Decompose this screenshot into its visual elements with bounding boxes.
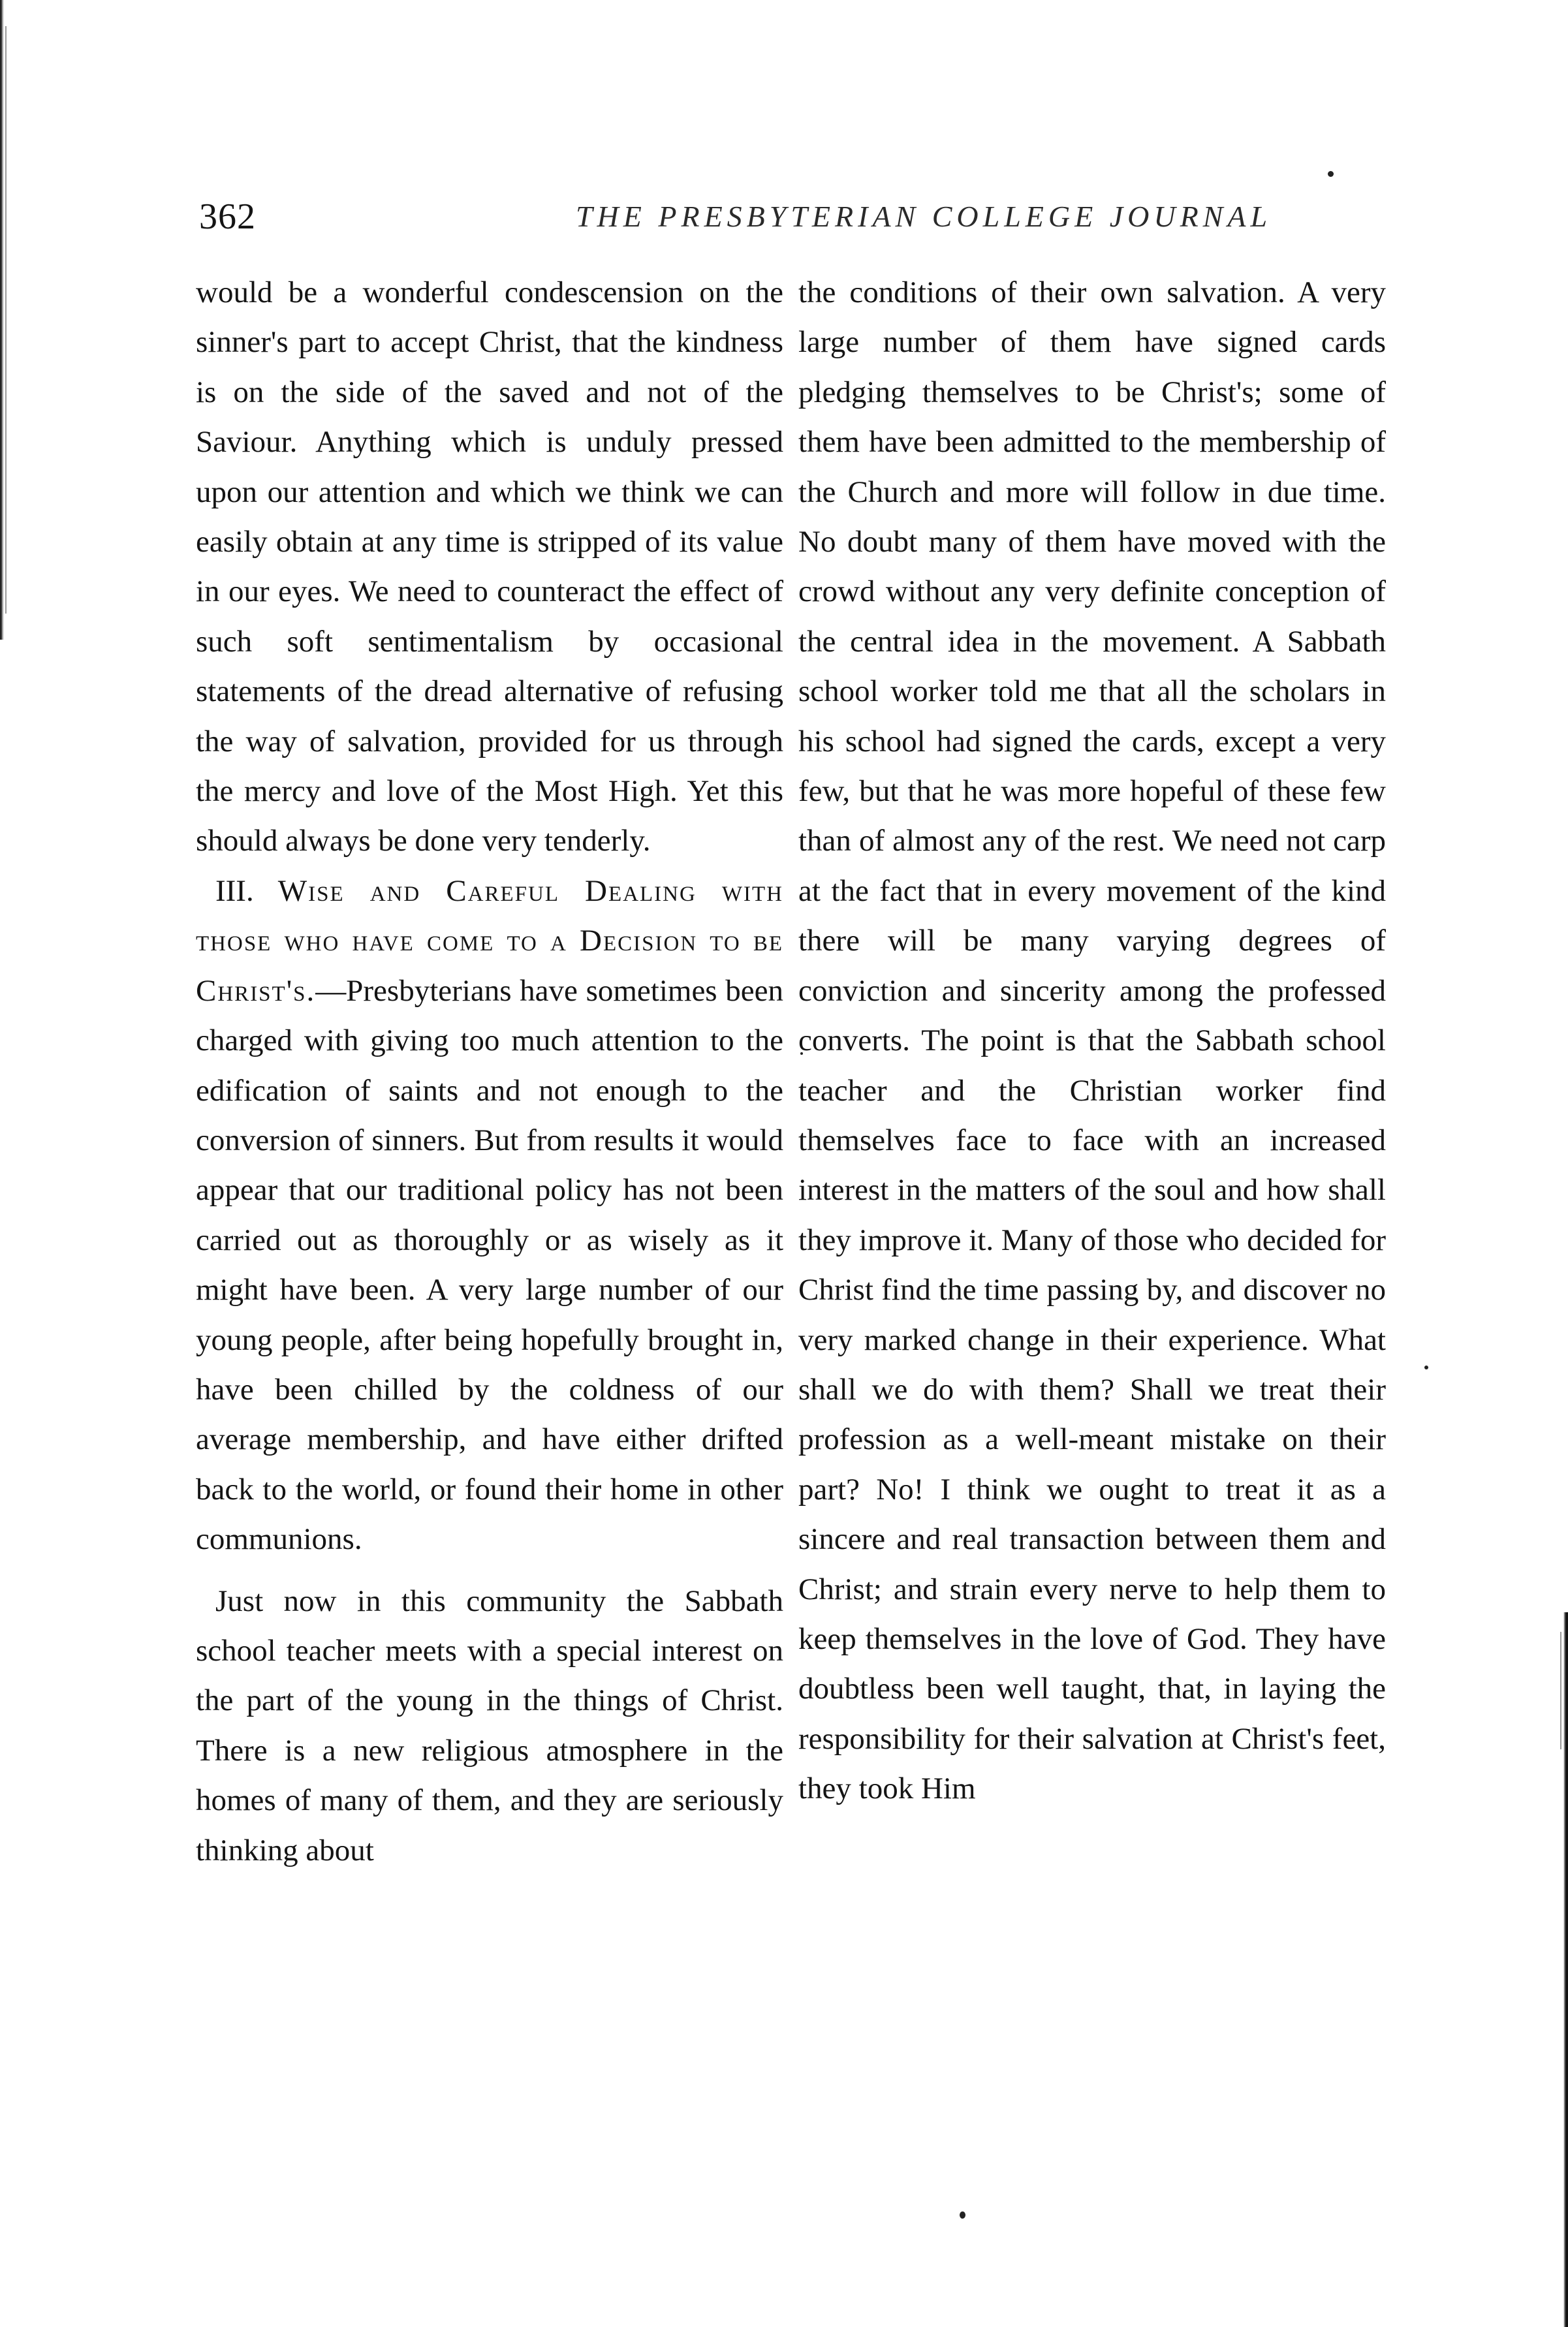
page-header bbox=[199, 191, 1403, 243]
section-heading: Wise and Careful Dealing with those who have come to a Decision to be Christ's. bbox=[196, 873, 783, 1008]
left-column bbox=[196, 268, 783, 1875]
right-paragraph-1: the conditions of their own salvation. A very large number of them have signed cards pledging themselves to be Christ's; some of them have been admitted to the membership of the Church and more will follow in due time. No doubt many of them have moved with the crowd without any very definite conception of the central idea in the movement. A Sabbath school worker told me that all the scholars in his school had signed the cards, except a very few, but that he was more hopeful of these few than of almost any of the rest. We need not carp at the fact that in every movement of the kind there will be many varying degrees of conviction and sincerity among the professed converts. The point is that the Sabbath school teacher and the Christian worker find themselves face to face with an increased interest in the matters of the soul and how shall they improve it. Many of those who decided for Christ find the time passing by, and discover no very marked change in their experience. What shall we do with them? Shall we treat their profession as a well-meant mistake on their part? No! I think we ought to treat it as a sincere and real transaction between them and Christ; and strain every nerve to help them to keep themselves in the love of God. They have doubtless been well taught, that, in laying the responsibility for their salvation at Christ's feet, they took Him bbox=[798, 275, 1386, 1806]
left-paragraph-2-body: —Presbyterians have sometimes been charged with giving too much attention to the edification of saints and not enough to the conversion of sinners. But from results it would appear that our traditional policy has not been carried out as thoroughly or as wisely as it might have been. A very large number of our young people, after being hopefully brought in, have been chilled by the coldness of our average membership, and have either drifted back to the world, or found their home in other communions. bbox=[196, 973, 783, 1557]
left-paragraph-2 bbox=[196, 866, 783, 1565]
scan-edge-left-line bbox=[5, 26, 7, 614]
ink-speck bbox=[960, 2211, 965, 2219]
scan-edge-left bbox=[0, 0, 4, 640]
right-column bbox=[798, 268, 1386, 1814]
page-number: 362 bbox=[199, 196, 256, 237]
section-numeral: III. bbox=[215, 873, 254, 908]
left-paragraph-1: would be a wonderful condescension on the sinner's part to accept Christ, that the kindness is on the side of the saved and not of the Saviour. Anything which is unduly pressed upon our attention and which we think we can easily obtain at any time is stripped of its value in our eyes. We need to counteract the effect of such soft sentimentalism by occasional statements of the dread alternative of refusing the way of salvation, provided for us through the mercy and love of the Most High. Yet this should always be done very tenderly. bbox=[196, 275, 783, 858]
ink-speck bbox=[1424, 1366, 1428, 1369]
left-paragraph-3: Just now in this community the Sabbath school teacher meets with a special interest on the part of the young in the things of Christ. There is a new religious atmosphere in the homes of many of them, and they are seriously thinking about bbox=[196, 1584, 783, 1867]
scan-edge-right-line bbox=[1560, 1632, 1561, 1749]
ink-speck bbox=[1328, 171, 1334, 177]
running-title: THE PRESBYTERIAN COLLEGE JOURNAL bbox=[575, 200, 1272, 233]
scan-edge-right bbox=[1563, 1612, 1568, 2327]
